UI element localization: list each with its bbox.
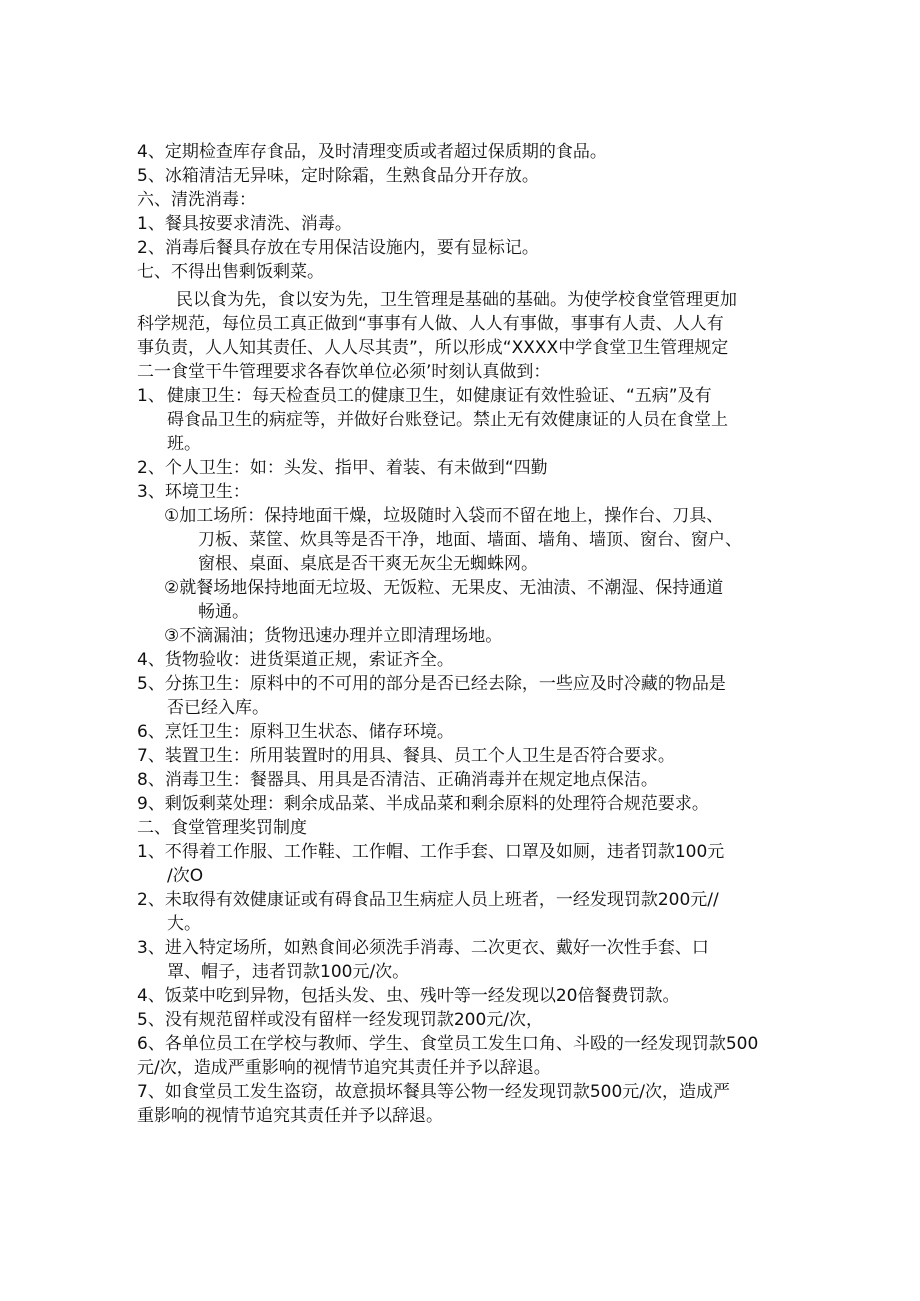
- sub-list-item: [164, 576, 804, 624]
- list-item: [137, 888, 817, 936]
- list-item: 6、各单位员工在学校与教师、学生、食堂员工发生口角、斗殴的一经发现罚款500: [137, 1034, 759, 1054]
- section-heading: 二、食堂管理奖罚制度: [137, 818, 307, 838]
- list-item: 5、没有规范留样或没有留样一经发现罚款200元/次，: [137, 1010, 543, 1030]
- list-item: [137, 936, 817, 984]
- list-item: 4、货物验收：进货渠道正规，索证齐全。: [137, 650, 454, 670]
- list-item: 重影响的视情节追究其责任并予以辞退。: [137, 1106, 443, 1126]
- sub-list-text: ②就餐场地保持地面无垃圾、无饭粒、无果皮、无油渍、不潮湿、保持通道: [164, 578, 724, 598]
- text-line: 4、定期检查库存食品，及时清理变质或者超过保质期的食品。: [137, 142, 607, 162]
- list-text: 罩、帽子，违者罚款100元/次。: [167, 962, 410, 982]
- text-line: 5、冰箱清洁无异味，定时除霜，生熟食品分开存放。: [137, 166, 539, 186]
- list-text: 3、进入特定场所，如熟食间必须洗手消毒、二次更衣、戴好一次性手套、口: [137, 938, 709, 958]
- list-item: 7、如食堂员工发生盗窃，故意损坏餐具等公物一经发现罚款500元/次，造成严: [137, 1082, 730, 1102]
- sub-list-text: 畅通。: [198, 602, 249, 622]
- list-text: 健康卫生：每天检查员工的健康卫生，如健康证有效性验证、“五病”及有: [167, 386, 712, 406]
- sub-list-text: ③不滴漏油；货物迅速办理并立即清理场地。: [164, 626, 503, 646]
- paragraph-line: 事负责，人人知其责任、人人尽其责”，所以形成“XXXX中学食堂卫生管理规定: [137, 338, 729, 358]
- list-item: 2、个人卫生：如：头发、指甲、着装、有未做到“四勤: [137, 458, 548, 478]
- list-text: 1、不得着工作服、工作鞋、工作帽、工作手套、口罩及如厕，违者罚款100元: [137, 842, 725, 862]
- section-heading: 七、不得出售剩饭剩菜。: [137, 262, 324, 282]
- list-text: 5、分拣卫生：原料中的不可用的部分是否已经去除，一些应及时冷藏的物品是: [137, 674, 726, 694]
- list-item: [137, 840, 817, 888]
- list-text: 2、未取得有效健康证或有碍食品卫生病症人员上班者，一经发现罚款200元//: [137, 890, 719, 910]
- list-item: 8、消毒卫生：餐器具、用具是否清洁、正确消毒并在规定地点保洁。: [137, 770, 658, 790]
- sub-list-text: ①加工场所：保持地面干燥，垃圾随时入袋而不留在地上，操作台、刀具、: [164, 506, 724, 526]
- sub-list-text: 刀板、菜筐、炊具等是否干净，地面、墙面、墙角、墙顶、窗台、窗户、: [198, 530, 742, 550]
- list-text: 班。: [167, 434, 201, 454]
- list-item: [137, 672, 797, 720]
- list-text: /次O: [167, 866, 204, 886]
- list-text: 大。: [167, 914, 201, 934]
- list-item: 6、烹饪卫生：原料卫生状态、储存环境。: [137, 722, 454, 742]
- list-item: 元/次，造成严重影响的视情节追究其责任并予以辞退。: [137, 1058, 551, 1078]
- list-item: [137, 384, 797, 456]
- text-line: 1、餐具按要求清洗、消毒。: [137, 214, 352, 234]
- list-text: 碍食品卫生的病症等，并做好台账登记。禁止无有效健康证的人员在食堂上: [167, 410, 728, 430]
- text-line: 2、消毒后餐具存放在专用保洁设施内，要有显标记。: [137, 238, 539, 258]
- paragraph-line: 二一食堂干牛管理要求各春饮单位必须’时刻认真做到：: [137, 362, 551, 382]
- sub-list-item: [164, 504, 804, 576]
- list-item: 4、饭菜中吃到异物，包括头发、虫、残叶等一经发现以20倍餐费罚款。: [137, 986, 680, 1006]
- list-text: 否已经入库。: [167, 698, 269, 718]
- list-item: 9、剩饭剩菜处理：剩余成品菜、半成品菜和剩余原料的处理符合规范要求。: [137, 794, 709, 814]
- sub-list-text: 窗根、桌面、桌底是否干爽无灰尘无蜘蛛网。: [198, 554, 538, 574]
- list-number: 1、: [137, 386, 165, 406]
- sub-list-item: [164, 624, 804, 648]
- section-heading: 六、清洗消毒：: [137, 190, 256, 210]
- paragraph-line: 科学规范，每位员工真正做到“事事有人做、人人有事做，事事有人责、人人有: [137, 314, 724, 334]
- paragraph-line: 民以食为先，食以安为先，卫生管理是基础的基础。为使学校食堂管理更加: [176, 290, 737, 310]
- list-item: 7、装置卫生：所用装置时的用具、餐具、员工个人卫生是否符合要求。: [137, 746, 675, 766]
- list-item: 3、环境卫生：: [137, 482, 250, 502]
